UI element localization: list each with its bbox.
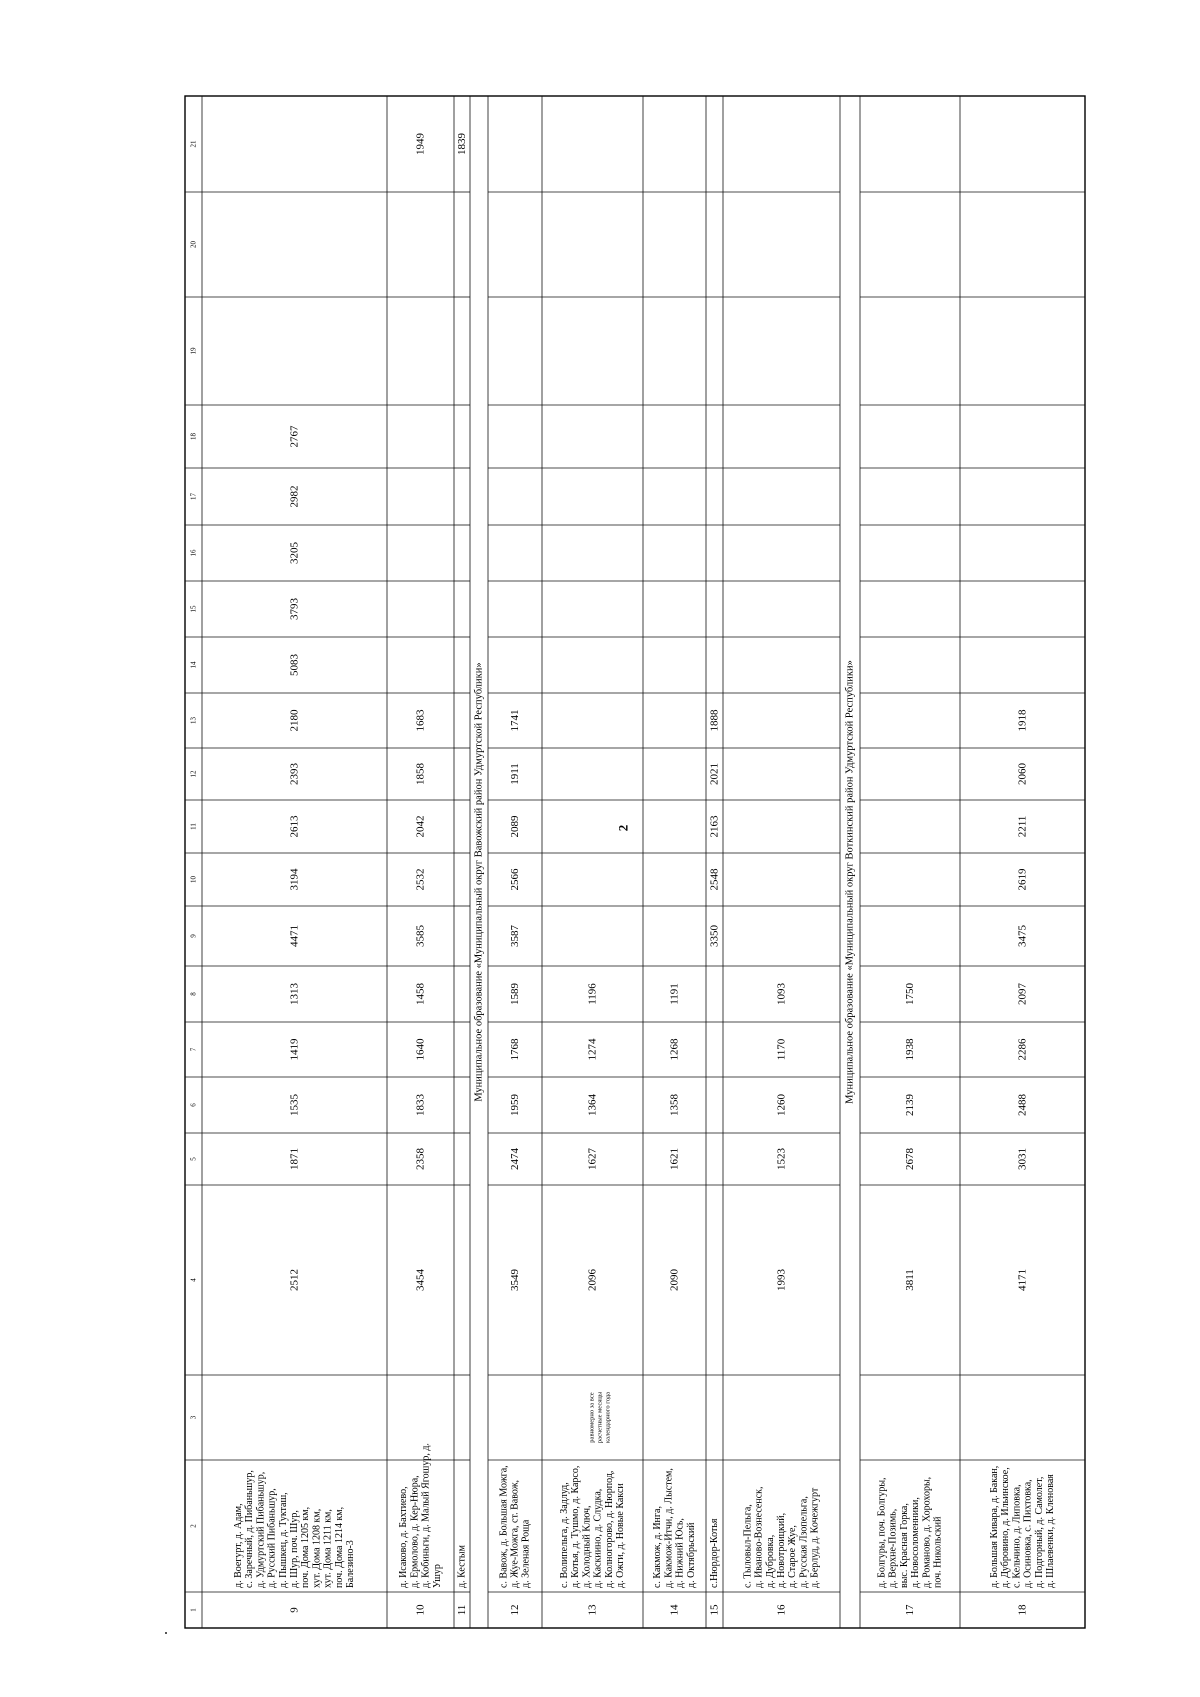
tariff-value-col11: 2613 bbox=[288, 815, 301, 838]
tariff-value-col12: 2021 bbox=[708, 763, 721, 785]
row-number: 14 bbox=[668, 1604, 681, 1616]
column-header-6: 6 bbox=[189, 1103, 198, 1107]
tariff-value-col11: 2211 bbox=[1016, 815, 1029, 838]
tariff-value-col11: 2089 bbox=[509, 815, 521, 838]
settlement-list-line: выс. Красная Горка, bbox=[898, 1503, 910, 1588]
row-number: 10 bbox=[414, 1604, 427, 1616]
settlement-list-line: д. Старое Жуе, bbox=[787, 1525, 799, 1588]
settlement-list-line: д. Каскиино, д. Слудка, bbox=[592, 1488, 604, 1588]
column-header-19: 19 bbox=[189, 347, 198, 355]
column-header-12: 12 bbox=[189, 770, 198, 778]
column-header-10: 10 bbox=[189, 876, 198, 883]
tariff-value-col4: 2512 bbox=[288, 1269, 301, 1291]
tariff-value-col8: 1191 bbox=[668, 983, 681, 1005]
settlement-list-line: д. Ермолово, д. Кер-Нюра, bbox=[409, 1475, 421, 1588]
tariff-value-col5: 1621 bbox=[668, 1148, 681, 1170]
tariff-value-col7: 1419 bbox=[288, 1038, 301, 1061]
tariff-value-col12: 1858 bbox=[414, 763, 427, 785]
settlement-list-line: д. Октябрьский bbox=[685, 1522, 697, 1588]
settlement-list-line: д. Новосоломенники, bbox=[910, 1497, 922, 1588]
settlement-list-line: с. Какмож, д. Инга, bbox=[652, 1506, 664, 1588]
settlement-list-line: д. Исаково, д. Бахтиево, bbox=[398, 1486, 410, 1588]
column-header-20: 20 bbox=[189, 241, 198, 248]
settlement-list-line: д. Ожги, д. Новые Какси bbox=[615, 1483, 626, 1588]
tariff-value-col6: 1959 bbox=[509, 1094, 521, 1116]
settlement-list-line: д. Нижний Юсь, bbox=[674, 1518, 686, 1588]
settlement-list-line: с.Нюрдор-Котья bbox=[709, 1518, 720, 1588]
column-header-4: 4 bbox=[189, 1278, 198, 1282]
tariff-value-col10: 2566 bbox=[509, 868, 521, 891]
tariff-value-col9: 3585 bbox=[414, 925, 427, 947]
settlement-list-line: д. Шур, поч. Шур, bbox=[289, 1510, 300, 1588]
tariff-value-col5: 1627 bbox=[586, 1148, 599, 1170]
settlement-list-line: д. Подгорный, д. Самолет, bbox=[1033, 1476, 1045, 1588]
tariff-value-col13: 1741 bbox=[509, 709, 521, 732]
tariff-value-col11: 2042 bbox=[414, 815, 427, 838]
settlement-list-line: д. Холодный Ключ, bbox=[581, 1505, 593, 1588]
settlement-list-line: с. Вавож, д. Большая Можга, bbox=[498, 1465, 510, 1588]
tariff-value-col4: 2096 bbox=[586, 1269, 599, 1291]
settlement-list-line: д. Пышкец, д. Тукташ, bbox=[277, 1492, 289, 1588]
tariff-value-col14: 5083 bbox=[288, 654, 301, 676]
section-title: Муниципальное образование «Муниципальный округ Вавожский район Удмуртской Республики» bbox=[473, 662, 485, 1102]
tariff-value-col6: 1260 bbox=[775, 1094, 788, 1116]
column-header-18: 18 bbox=[189, 433, 198, 440]
settlement-list-line: д. Какмож-Итчи, д. Лыстем, bbox=[663, 1468, 675, 1588]
row-number: 9 bbox=[288, 1607, 301, 1613]
tariff-value-col5: 2474 bbox=[509, 1148, 521, 1170]
tariff-value-col5: 1871 bbox=[288, 1148, 301, 1170]
settlement-list-line: д. Кестым bbox=[456, 1545, 468, 1588]
tariff-value-col6: 1833 bbox=[414, 1094, 427, 1116]
column-header-14: 14 bbox=[189, 661, 198, 669]
tariff-value-col6: 1535 bbox=[288, 1094, 301, 1116]
settlement-list-line: д. Романово, д. Хорохоры, bbox=[921, 1476, 933, 1588]
tariff-value-col8: 1458 bbox=[414, 983, 427, 1005]
row-number: 16 bbox=[775, 1604, 788, 1616]
row-number: 13 bbox=[586, 1604, 599, 1616]
settlement-list-line: д. Русский Пибаньшур, bbox=[266, 1488, 278, 1588]
tariff-value-col12: 2060 bbox=[1016, 763, 1029, 785]
settlement-list-line: Балезино-3 bbox=[345, 1540, 356, 1588]
column-header-11: 11 bbox=[189, 823, 198, 830]
tariff-value-col9: 3350 bbox=[708, 925, 721, 947]
tariff-value-col8: 1093 bbox=[775, 983, 788, 1005]
tariff-value-col10: 2619 bbox=[1016, 868, 1029, 891]
settlement-list-line: с. Кельчино, д. Липовка, bbox=[1011, 1484, 1023, 1588]
column-header-3: 3 bbox=[189, 1415, 198, 1420]
table-grid bbox=[185, 96, 1085, 1628]
page-number: 2 bbox=[615, 824, 631, 832]
tariff-value-col21: 1949 bbox=[414, 133, 427, 155]
tariff-value-col7: 1170 bbox=[775, 1038, 788, 1061]
tariff-value-col8: 1750 bbox=[904, 983, 916, 1005]
tariff-value-col13: 1683 bbox=[414, 709, 427, 732]
tariff-value-col4: 4171 bbox=[1016, 1269, 1029, 1291]
tariff-value-col6: 2488 bbox=[1016, 1094, 1029, 1116]
tariff-value-col6: 1364 bbox=[586, 1094, 599, 1116]
column-header-16: 16 bbox=[189, 549, 198, 557]
tariff-value-col16: 3205 bbox=[288, 542, 301, 564]
settlement-list-line: хут. Дома 1208 км, bbox=[311, 1508, 323, 1588]
tariff-value-col18: 2767 bbox=[288, 425, 301, 448]
tariff-value-col7: 2286 bbox=[1016, 1038, 1029, 1061]
settlement-list-line: д. Шлаевенки, д. Кленовая bbox=[1045, 1474, 1056, 1588]
tariff-value-col4: 2090 bbox=[668, 1269, 681, 1291]
column-header-7: 7 bbox=[189, 1047, 198, 1052]
tariff-value-col5: 3031 bbox=[1016, 1148, 1029, 1170]
tariff-value-col5: 2358 bbox=[414, 1148, 427, 1170]
tariff-value-col15: 3793 bbox=[288, 598, 301, 620]
tariff-value-col4: 3811 bbox=[904, 1269, 916, 1291]
settlement-list-line: д. Русская Лзопельга, bbox=[798, 1496, 810, 1588]
tariff-value-col9: 3587 bbox=[509, 925, 521, 947]
settlement-list-line: д. Болгуры, поч. Болгуры, bbox=[876, 1477, 888, 1588]
column-header-17: 17 bbox=[189, 493, 198, 500]
settlement-list-line: д. Кобиньги, д. Малый Ягошур, д. bbox=[420, 1443, 432, 1588]
settlement-list-line: Ушур bbox=[431, 1564, 443, 1588]
tariff-value-col10: 3194 bbox=[288, 868, 301, 891]
table-frame bbox=[185, 96, 1085, 1628]
tariff-value-col7: 1938 bbox=[904, 1038, 916, 1061]
tariff-value-col13: 1918 bbox=[1016, 709, 1029, 732]
column-header-13: 13 bbox=[189, 717, 198, 724]
tariff-value-col11: 2163 bbox=[708, 815, 721, 838]
tariff-value-col7: 1640 bbox=[414, 1038, 427, 1061]
row-number: 15 bbox=[708, 1604, 721, 1616]
settlement-list-line: д. Верхне-Позимь, bbox=[887, 1508, 899, 1588]
settlement-list-line: с. Тыловыл-Пельга, bbox=[742, 1504, 754, 1588]
section-title: Муниципальное образование «Муниципальный округ Воткинский район Удмуртской Республики» bbox=[844, 660, 856, 1104]
tariff-value-col5: 2678 bbox=[904, 1148, 916, 1170]
settlement-list-line: поч. Никольский bbox=[932, 1516, 944, 1588]
column-header-21: 21 bbox=[189, 140, 198, 148]
settlement-list-line: д. Жуе-Можга, ст. Вавож, bbox=[509, 1479, 521, 1588]
tariff-value-col5: 1523 bbox=[775, 1148, 788, 1170]
tariff-value-col9: 3475 bbox=[1016, 925, 1029, 947]
column-header-2: 2 bbox=[189, 1524, 198, 1528]
settlement-list-line: с. Заречный, д. Пибаньшур, bbox=[244, 1470, 256, 1588]
row-number: 11 bbox=[456, 1604, 468, 1616]
row-number: 17 bbox=[904, 1604, 916, 1616]
tariff-value-col7: 1274 bbox=[586, 1038, 599, 1061]
column-header-5: 5 bbox=[189, 1157, 198, 1161]
settlement-list-line: д. Дубровка, bbox=[764, 1534, 776, 1588]
payment-period-note: равномерно за все bbox=[588, 1392, 596, 1443]
settlement-list-line: д. Большая Кивара, д. Бакан, bbox=[989, 1465, 1000, 1588]
tariff-value-col8: 1589 bbox=[509, 983, 521, 1005]
row-number: 18 bbox=[1016, 1604, 1029, 1616]
settlement-list-line: д. Осиновка, с. Пихтовка, bbox=[1022, 1479, 1034, 1588]
tariff-value-col13: 1888 bbox=[708, 709, 721, 732]
settlement-list-line: д. Новотроицкий, bbox=[776, 1512, 787, 1588]
settlement-list-line: д. Котья, д. Тушмо, д. Карсо, bbox=[570, 1465, 582, 1588]
tariff-value-col17: 2982 bbox=[288, 485, 301, 508]
tariff-value-col4: 3549 bbox=[509, 1269, 521, 1291]
tariff-value-col10: 2548 bbox=[708, 868, 721, 891]
settlement-list-line: поч. Дома 1214 км, bbox=[333, 1506, 345, 1588]
row-number: 12 bbox=[509, 1604, 521, 1616]
tariff-value-col10: 2532 bbox=[414, 868, 427, 891]
column-header-9: 9 bbox=[189, 934, 198, 938]
tariff-value-col4: 3454 bbox=[414, 1269, 427, 1291]
tariff-value-col12: 1911 bbox=[509, 763, 521, 785]
tariff-value-col8: 1313 bbox=[288, 983, 301, 1005]
tariff-value-col6: 2139 bbox=[904, 1094, 916, 1116]
payment-period-note: расчетные месяцы bbox=[596, 1391, 604, 1444]
settlement-list-line: д. Колногорово, д. Нюрпод, bbox=[603, 1470, 615, 1588]
settlement-list-line: поч. Дома 1205 км, bbox=[300, 1506, 312, 1588]
tariff-value-col4: 1993 bbox=[775, 1269, 788, 1291]
settlement-list-line: д. Дубровино, д. Ильинское, bbox=[1000, 1467, 1012, 1588]
settlement-list-line: хут. Дома 1211 км, bbox=[322, 1509, 334, 1588]
tariff-value-col21: 1839 bbox=[456, 133, 468, 155]
settlement-list-line: д. Зеленая Роща bbox=[520, 1519, 532, 1588]
settlement-list-line: д. Удмуртский Пибаньшур, bbox=[255, 1471, 267, 1588]
settlement-list-line: д. Воегурт, д. Адам, bbox=[233, 1503, 244, 1588]
tariff-value-col8: 2097 bbox=[1016, 983, 1029, 1005]
tariff-value-col8: 1196 bbox=[586, 983, 599, 1005]
tariff-value-col6: 1358 bbox=[668, 1094, 681, 1116]
tariff-value-col12: 2393 bbox=[288, 763, 301, 785]
payment-period-note: календарного года bbox=[604, 1392, 612, 1443]
column-header-15: 15 bbox=[189, 605, 198, 613]
settlement-list-line: с. Волипельга, д. Задлуд, bbox=[559, 1482, 570, 1588]
tariff-value-col13: 2180 bbox=[288, 709, 301, 732]
tariff-value-col7: 1268 bbox=[668, 1038, 681, 1061]
tariff-value-col9: 4471 bbox=[288, 925, 301, 947]
settlement-list-line: д. Берлуд, д. Кочежгурт bbox=[809, 1487, 821, 1588]
tariff-value-col7: 1768 bbox=[509, 1038, 521, 1061]
settlement-list-line: д. Иваново-Вознесенск, bbox=[753, 1486, 765, 1588]
column-header-1: 1 bbox=[189, 1608, 198, 1612]
column-header-8: 8 bbox=[189, 992, 198, 996]
